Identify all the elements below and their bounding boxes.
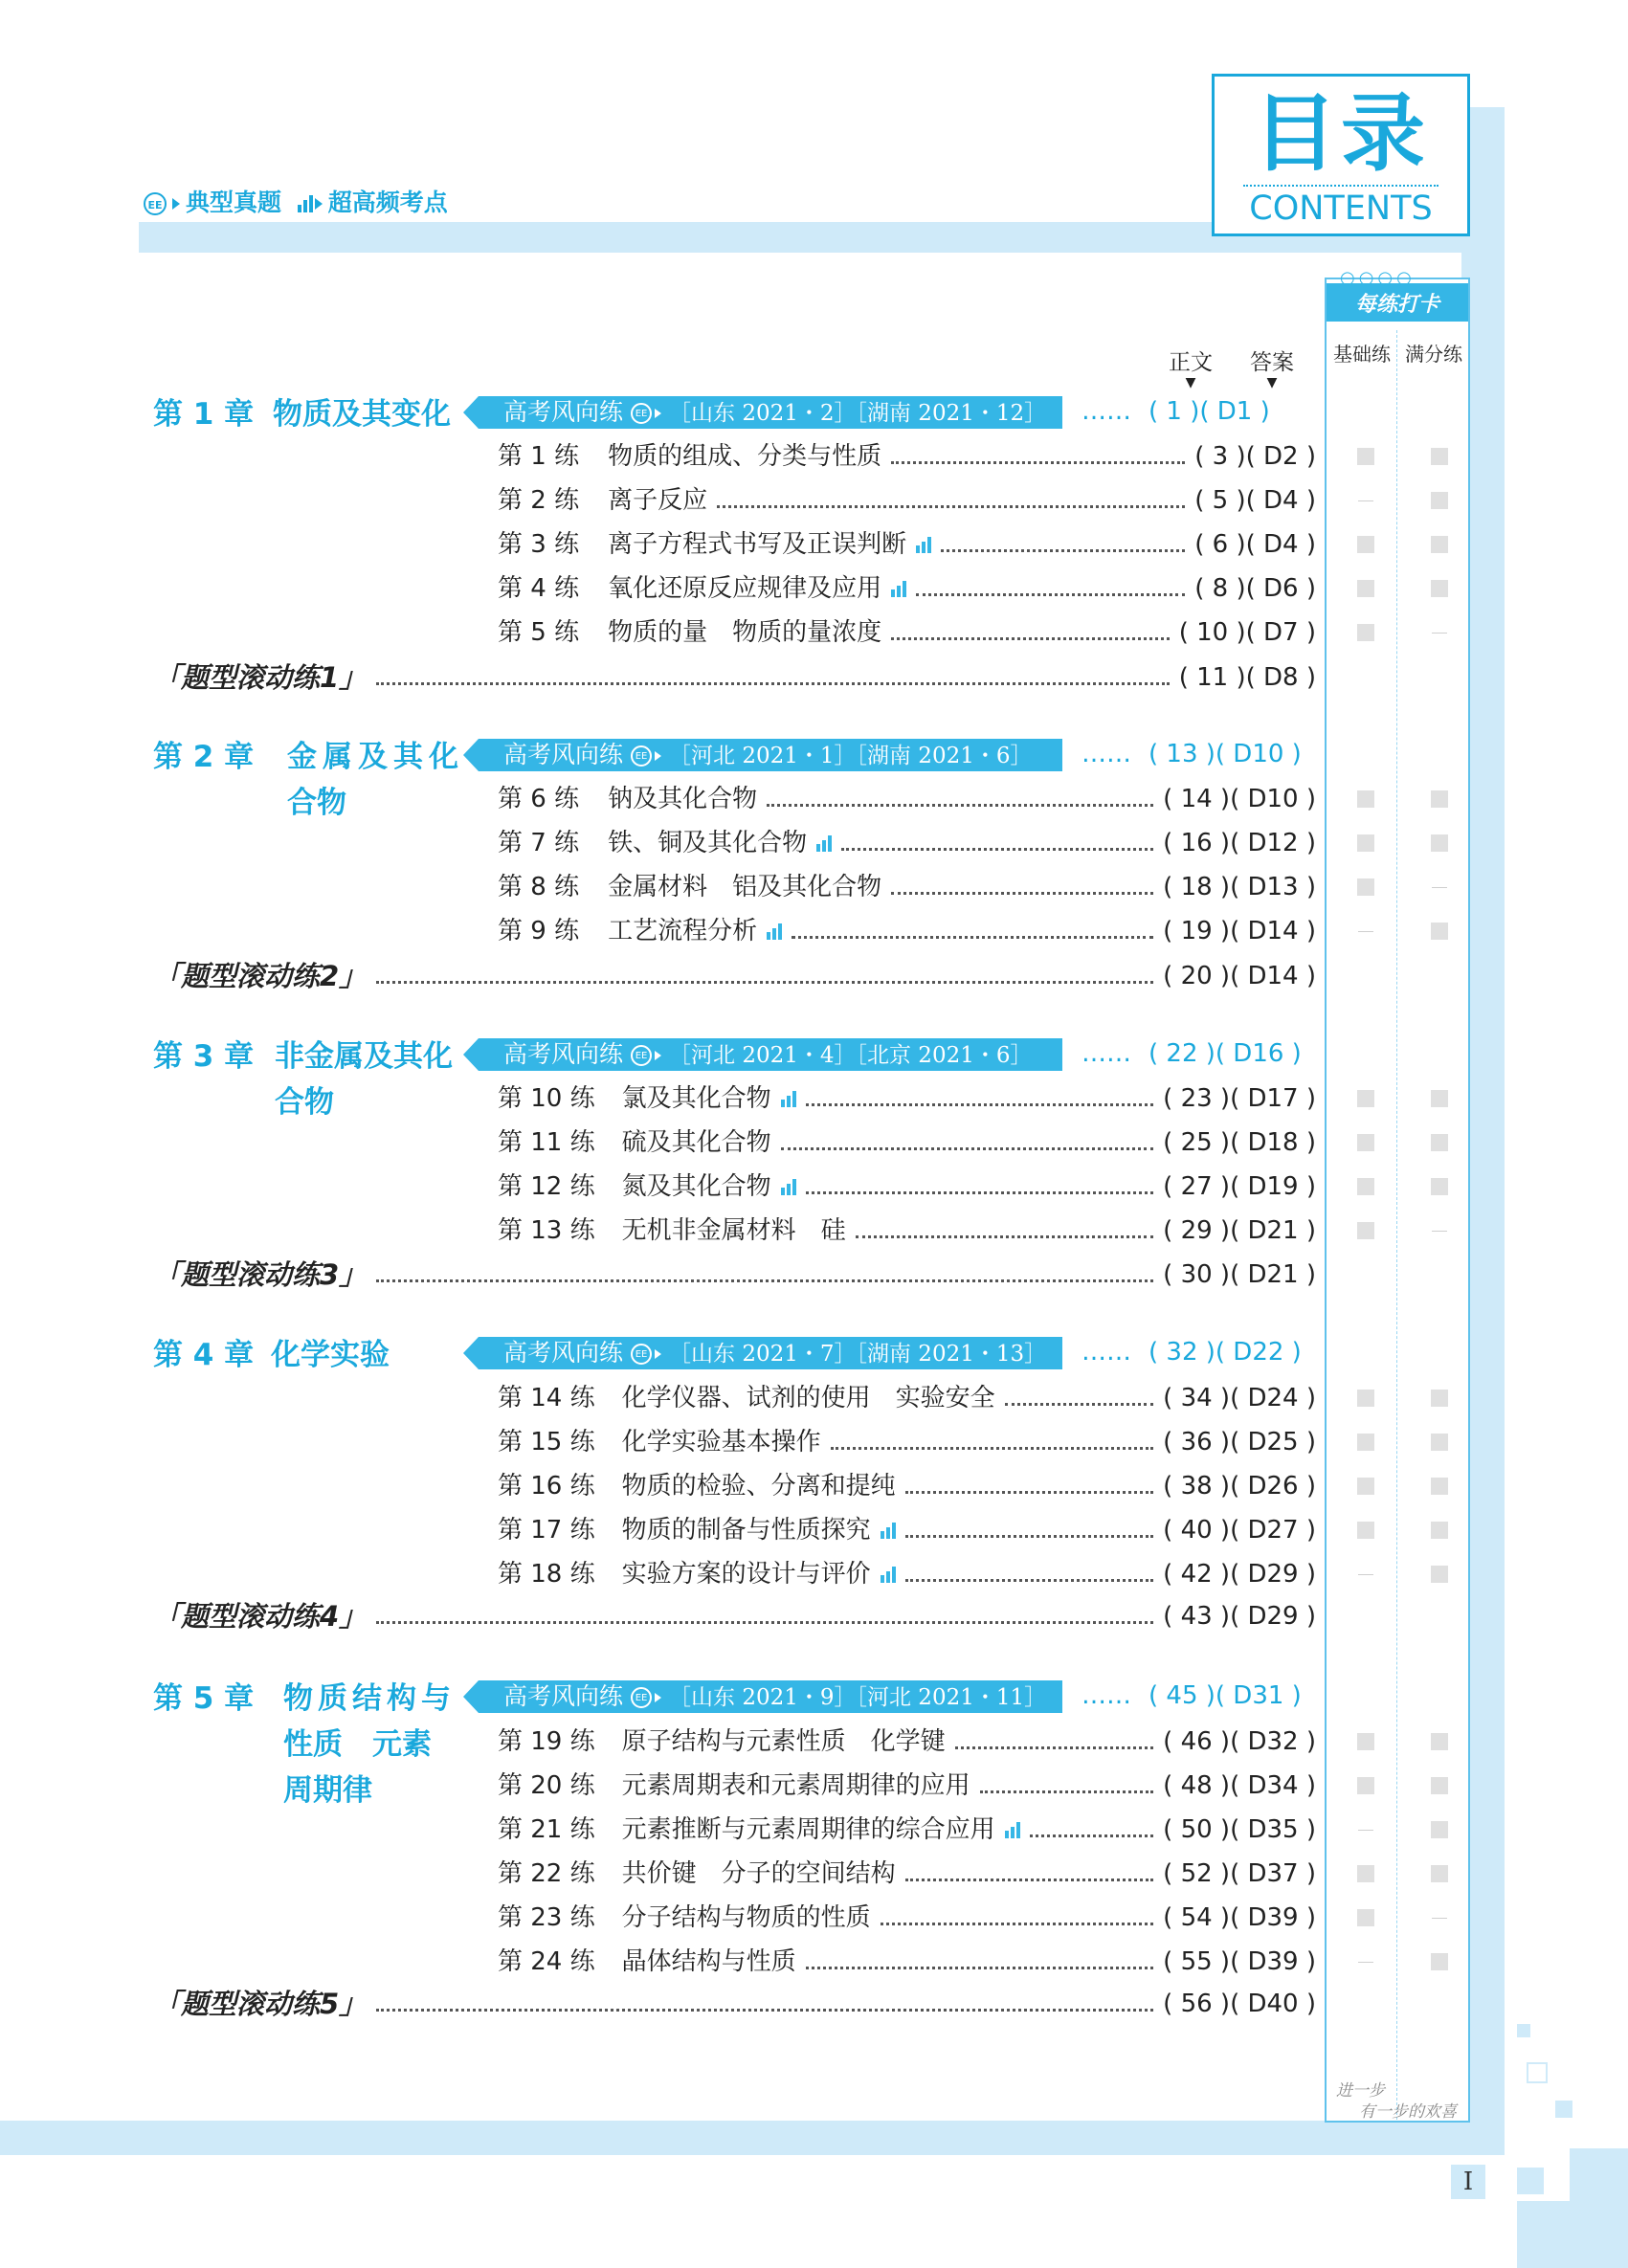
- decor-square: [1527, 2062, 1548, 2083]
- toc-row[interactable]: 第 12 练 氮及其化合物 ( 27 )( D19 ): [498, 1172, 1316, 1201]
- triangle-icon: [172, 198, 180, 210]
- slogan-line-2: 有一步的欢喜: [1359, 2102, 1457, 2122]
- high-frequency-icon: [781, 1179, 796, 1195]
- roll-practice-row[interactable]: 「题型滚动练4」 ( 43 )( D29 ): [153, 1600, 1316, 1633]
- checkin-box-full[interactable]: [1431, 790, 1448, 808]
- toc-row[interactable]: 第 13 练 无机非金属材料 硅 ( 29 )( D21 ): [498, 1216, 1316, 1245]
- checkin-box-basic[interactable]: [1357, 790, 1374, 808]
- chapter-3-list: [498, 1079, 1316, 1250]
- decor-square: [1517, 2024, 1530, 2037]
- high-frequency-icon: [1005, 1822, 1020, 1838]
- ribbon-leader: ……: [1082, 1681, 1131, 1710]
- chapter-5-list: [498, 1723, 1316, 1981]
- checkin-box-basic[interactable]: [1357, 580, 1374, 597]
- toc-row[interactable]: 第 18 练 实验方案的设计与评价 ( 42 )( D29 ): [498, 1560, 1316, 1589]
- chapter-5-ribbon[interactable]: 高考风向练 EE ［山东 2021・9］［河北 2021・11］: [479, 1680, 1062, 1713]
- checkin-box-basic[interactable]: [1357, 1478, 1374, 1495]
- high-frequency-icon: [767, 923, 782, 940]
- contents-logo: [1212, 74, 1470, 236]
- checkin-box-basic[interactable]: [1357, 1733, 1374, 1750]
- checkin-box-full[interactable]: [1431, 1478, 1448, 1495]
- ribbon-page[interactable]: ( 32 )( D22 ): [1149, 1338, 1302, 1367]
- bar-chart-icon: [298, 195, 313, 212]
- chapter-4-title: 化学实验: [271, 1338, 390, 1372]
- footer-band: [0, 2121, 1505, 2155]
- toc-row[interactable]: 第 4 练 氧化还原反应规律及应用 ( 8 )( D6 ): [498, 574, 1316, 603]
- chapter-2-title: 金属及其化: [287, 740, 464, 774]
- toc-row[interactable]: 第 19 练 原子结构与元素性质 化学键 ( 46 )( D32 ): [498, 1727, 1316, 1756]
- chapter-5-title: 物质结构与: [283, 1681, 456, 1716]
- ribbon-leader: ……: [1082, 1039, 1131, 1068]
- high-frequency-icon: [816, 835, 832, 852]
- arrow-down-icon: ▼: [1266, 375, 1278, 390]
- checkin-empty: [1358, 1962, 1373, 1963]
- book-icon: EE: [631, 1045, 652, 1066]
- checkin-divider: [1396, 330, 1397, 2120]
- decor-block: [1570, 2148, 1628, 2206]
- checkin-box-full[interactable]: [1431, 1566, 1448, 1583]
- ribbon-page[interactable]: ( 13 )( D10 ): [1149, 740, 1302, 768]
- checkin-box-full[interactable]: [1431, 448, 1448, 465]
- chapter-4-list: [498, 1379, 1316, 1593]
- checkin-box-basic[interactable]: [1357, 448, 1374, 465]
- toc-row[interactable]: 第 22 练 共价键 分子的空间结构 ( 52 )( D37 ): [498, 1859, 1316, 1888]
- logo-subtitle: CONTENTS: [1249, 189, 1433, 228]
- checkin-box-basic[interactable]: [1357, 878, 1374, 896]
- checkin-box-full[interactable]: [1431, 1390, 1448, 1407]
- checkin-box-full[interactable]: [1431, 1953, 1448, 1970]
- checkin-empty: [1432, 633, 1447, 634]
- checkin-box-basic[interactable]: [1357, 1777, 1374, 1794]
- book-icon: EE: [631, 1344, 652, 1365]
- checkin-box-full[interactable]: [1431, 1134, 1448, 1151]
- slogan-line-1: 进一步: [1336, 2081, 1385, 2101]
- chapter-3-number: 第 3 章: [153, 1039, 255, 1074]
- checkin-box-basic[interactable]: [1357, 1909, 1374, 1926]
- high-frequency-icon: [781, 1091, 796, 1107]
- checkin-box-full[interactable]: [1431, 834, 1448, 852]
- ribbon-page[interactable]: ( 45 )( D31 ): [1149, 1681, 1302, 1710]
- checkin-box-full[interactable]: [1431, 1178, 1448, 1195]
- checkin-box-full[interactable]: [1431, 923, 1448, 940]
- col-basic-practice: 基础练: [1333, 343, 1391, 366]
- toc-row[interactable]: 第 6 练 钠及其化合物 ( 14 )( D10 ): [498, 785, 1316, 813]
- chapter-1-ribbon[interactable]: 高考风向练 EE ［山东 2021・2］［湖南 2021・12］: [479, 396, 1062, 429]
- chapter-2-ribbon[interactable]: 高考风向练 EE ［河北 2021・1］［湖南 2021・6］: [479, 739, 1062, 771]
- chapter-2-list: [498, 780, 1316, 950]
- checkin-box-basic[interactable]: [1357, 1522, 1374, 1539]
- high-frequency-icon: [891, 581, 906, 597]
- ribbon-leader: ……: [1082, 740, 1131, 768]
- chapter-4-number: 第 4 章: [153, 1338, 255, 1372]
- checkin-box-full[interactable]: [1431, 1821, 1448, 1838]
- roll-practice-row[interactable]: 「题型滚动练1」 ( 11 )( D8 ): [153, 661, 1316, 694]
- chapter-5-title-cont: 性质 元素: [283, 1727, 432, 1762]
- chapter-1-title: 物质及其变化: [273, 397, 451, 432]
- chapter-1-list: [498, 437, 1316, 652]
- chapter-5-title-cont: 周期律: [283, 1773, 372, 1808]
- toc-row[interactable]: 第 20 练 元素周期表和元素周期律的应用 ( 48 )( D34 ): [498, 1771, 1316, 1800]
- checkin-box-full[interactable]: [1431, 580, 1448, 597]
- roll-practice-row[interactable]: 「题型滚动练5」 ( 56 )( D40 ): [153, 1988, 1316, 2020]
- logo-rule: [1243, 185, 1438, 187]
- page-number: I: [1451, 2165, 1485, 2199]
- checkin-empty: [1358, 931, 1373, 932]
- checkin-empty: [1432, 1918, 1447, 1919]
- toc-row[interactable]: 第 10 练 氯及其化合物 ( 23 )( D17 ): [498, 1084, 1316, 1113]
- header-link-frequent[interactable]: 超高频考点: [327, 189, 448, 216]
- checkin-box-basic[interactable]: [1357, 834, 1374, 852]
- checkin-box-basic[interactable]: [1357, 1222, 1374, 1239]
- roll-practice-row[interactable]: 「题型滚动练2」 ( 20 )( D14 ): [153, 960, 1316, 992]
- checkin-box-basic[interactable]: [1357, 1178, 1374, 1195]
- toc-row[interactable]: 第 3 练 离子方程式书写及正误判断 ( 6 )( D4 ): [498, 530, 1316, 559]
- checkin-title: 每练打卡: [1354, 293, 1439, 317]
- checkin-empty: [1358, 1830, 1373, 1831]
- checkin-empty: [1432, 1231, 1447, 1232]
- chapter-2-number: 第 2 章: [153, 740, 255, 774]
- toc-row[interactable]: 第 16 练 物质的检验、分离和提纯 ( 38 )( D26 ): [498, 1472, 1316, 1501]
- chapter-1-number: 第 1 章: [153, 397, 255, 432]
- toc-row[interactable]: 第 5 练 物质的量 物质的量浓度 ( 10 )( D7 ): [498, 618, 1316, 647]
- high-frequency-icon: [881, 1523, 896, 1539]
- checkin-box-full[interactable]: [1431, 1434, 1448, 1451]
- checkin-box-basic[interactable]: [1357, 1865, 1374, 1882]
- checkin-box-basic[interactable]: [1357, 536, 1374, 553]
- checkin-box-basic[interactable]: [1357, 1390, 1374, 1407]
- book-icon: EE: [631, 745, 652, 767]
- checkin-empty: [1358, 1574, 1373, 1575]
- col-head-answer: 答案: [1250, 350, 1294, 375]
- header-links: [144, 184, 448, 218]
- chapter-2-title-cont: 合物: [287, 786, 346, 820]
- toc-row[interactable]: 第 1 练 物质的组成、分类与性质 ( 3 )( D2 ): [498, 442, 1316, 471]
- checkin-box-full[interactable]: [1431, 1733, 1448, 1750]
- ribbon-page[interactable]: ( 1 )( D1 ): [1149, 397, 1270, 426]
- toc-row[interactable]: 第 21 练 元素推断与元素周期律的综合应用 ( 50 )( D35 ): [498, 1815, 1316, 1844]
- book-icon: EE: [631, 1687, 652, 1708]
- col-full-practice: 满分练: [1405, 343, 1462, 366]
- checkin-box-full[interactable]: [1431, 1777, 1448, 1794]
- roll-practice-row[interactable]: 「题型滚动练3」 ( 30 )( D21 ): [153, 1258, 1316, 1291]
- chapter-5-number: 第 5 章: [153, 1681, 255, 1716]
- logo-title: 目录: [1252, 84, 1429, 183]
- book-icon: EE: [144, 192, 167, 215]
- arrow-down-icon: ▼: [1185, 375, 1196, 390]
- book-icon: EE: [631, 403, 652, 424]
- high-frequency-icon: [916, 537, 931, 553]
- toc-row[interactable]: 第 11 练 硫及其化合物 ( 25 )( D18 ): [498, 1128, 1316, 1157]
- decor-square: [1555, 2101, 1572, 2118]
- high-frequency-icon: [881, 1567, 896, 1583]
- toc-row[interactable]: 第 15 练 化学实验基本操作 ( 36 )( D25 ): [498, 1428, 1316, 1456]
- checkin-box-basic[interactable]: [1357, 1090, 1374, 1107]
- col-head-main: 正文: [1169, 350, 1213, 375]
- toc-row[interactable]: 第 17 练 物质的制备与性质探究 ( 40 )( D27 ): [498, 1516, 1316, 1545]
- checkin-box-full[interactable]: [1431, 1865, 1448, 1882]
- decor-square: [1517, 2168, 1544, 2194]
- decor-block: [1517, 2201, 1628, 2268]
- toc-row[interactable]: 第 2 练 离子反应 ( 5 )( D4 ): [498, 486, 1316, 515]
- toc-row[interactable]: 第 9 练 工艺流程分析 ( 19 )( D14 ): [498, 917, 1316, 945]
- toc-row[interactable]: 第 8 练 金属材料 铝及其化合物 ( 18 )( D13 ): [498, 873, 1316, 901]
- checkin-empty: [1432, 887, 1447, 888]
- toc-row[interactable]: 第 23 练 分子结构与物质的性质 ( 54 )( D39 ): [498, 1903, 1316, 1932]
- checkin-box-basic[interactable]: [1357, 1134, 1374, 1151]
- toc-row[interactable]: 第 14 练 化学仪器、试剂的使用 实验安全 ( 34 )( D24 ): [498, 1384, 1316, 1412]
- toc-row[interactable]: 第 24 练 晶体结构与性质 ( 55 )( D39 ): [498, 1947, 1316, 1976]
- ribbon-leader: ……: [1082, 1338, 1131, 1367]
- chapter-3-title: 非金属及其化: [275, 1039, 453, 1074]
- chapter-4-ribbon[interactable]: 高考风向练 EE ［山东 2021・7］［湖南 2021・13］: [479, 1337, 1062, 1369]
- toc-row[interactable]: 第 7 练 铁、铜及其化合物 ( 16 )( D12 ): [498, 829, 1316, 857]
- chapter-3-ribbon[interactable]: 高考风向练 EE ［河北 2021・4］［北京 2021・6］: [479, 1038, 1062, 1071]
- checkin-box-full[interactable]: [1431, 536, 1448, 553]
- ribbon-leader: ……: [1082, 397, 1131, 426]
- checkin-box-full[interactable]: [1431, 1522, 1448, 1539]
- binder-rings-icon: ○○○○: [1340, 268, 1416, 288]
- ribbon-page[interactable]: ( 22 )( D16 ): [1149, 1039, 1302, 1068]
- triangle-icon: [315, 198, 323, 210]
- checkin-box-full[interactable]: [1431, 1090, 1448, 1107]
- checkin-box-full[interactable]: [1431, 492, 1448, 509]
- checkin-empty: [1358, 500, 1373, 501]
- checkin-box-basic[interactable]: [1357, 624, 1374, 641]
- chapter-3-title-cont: 合物: [275, 1085, 334, 1120]
- checkin-column: [1325, 278, 1470, 2123]
- header-link-typical[interactable]: 典型真题: [186, 189, 282, 216]
- checkin-box-basic[interactable]: [1357, 1434, 1374, 1451]
